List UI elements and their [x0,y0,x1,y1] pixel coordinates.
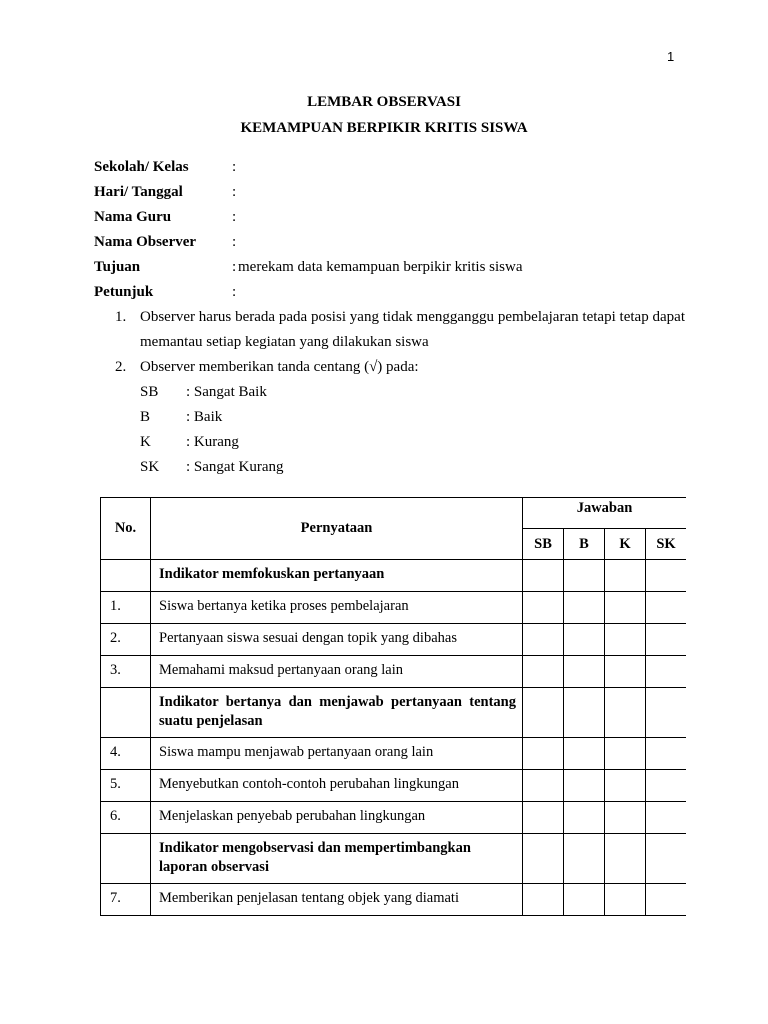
answer-cell-sk[interactable] [646,624,687,656]
answer-cell-b[interactable] [564,560,605,592]
answer-cell-sk[interactable] [646,738,687,770]
field-colon: : [232,184,237,200]
rating-code [140,380,685,405]
table-row [101,592,687,624]
field-hari-tanggal [94,180,523,205]
rating-code [140,405,685,430]
answer-cell-b[interactable] [564,624,605,656]
answer-cell-sb[interactable] [523,656,564,688]
instruction-item [115,305,685,355]
indicator-row [101,560,687,592]
answer-cell-b[interactable] [564,884,605,916]
indicator-text: Indikator bertanya dan menjawab pertanyaan tentang suatu penjelasan [159,694,516,729]
rating-code-key: SB [140,384,159,400]
header-k: K [605,529,646,560]
answer-cell-b[interactable] [564,656,605,688]
indicator-text: Indikator memfokuskan pertanyaan [159,566,385,582]
instruction-number: 2. [115,359,127,375]
header-answer: Jawaban [523,498,687,529]
row-number [101,592,151,624]
table-row [101,656,687,688]
row-number-text: 6. [110,808,121,824]
field-nama-guru [94,205,523,230]
rating-code-desc: : Sangat Baik [186,384,267,400]
table-row [101,884,687,916]
table-row [101,770,687,802]
field-label: Petunjuk [94,284,154,300]
field-colon: : [232,159,237,175]
instruction-text: Observer harus berada pada posisi yang tidak mengganggu pembelajaran tetapi tetap dapat memantau setiap kegiatan yang dilakukan siswa [140,309,685,350]
answer-cell-k[interactable] [605,624,646,656]
answer-cell-sb[interactable] [523,834,564,884]
row-number [101,624,151,656]
answer-cell-k[interactable] [605,656,646,688]
rating-code-desc: : Baik [186,409,223,425]
answer-cell-b[interactable] [564,592,605,624]
table-row [101,802,687,834]
answer-cell-b[interactable] [564,738,605,770]
rating-code-desc: : Sangat Kurang [186,459,284,475]
answer-cell-sk[interactable] [646,770,687,802]
indicator-row [101,688,687,738]
answer-cell-sk[interactable] [646,834,687,884]
answer-cell-b[interactable] [564,688,605,738]
header-sb: SB [523,529,564,560]
rating-code-key: K [140,434,151,450]
answer-cell-b[interactable] [564,834,605,884]
row-number-text: 1. [110,598,121,614]
header-no: No. [101,498,151,560]
row-statement [151,834,523,884]
document-title: LEMBAR OBSERVASI [307,94,461,110]
indicator-text: Indikator mengobservasi dan mempertimbangkan laporan observasi [159,840,471,875]
row-number [101,688,151,738]
answer-cell-sk[interactable] [646,656,687,688]
instruction-list [115,305,685,480]
header-statement: Pernyataan [151,498,523,560]
instruction-text: Observer memberikan tanda centang (√) pada: [140,359,419,375]
answer-cell-sb[interactable] [523,884,564,916]
row-number-text: 7. [110,890,121,906]
row-statement [151,770,523,802]
answer-cell-k[interactable] [605,688,646,738]
field-label: Tujuan [94,259,141,275]
field-label: Nama Guru [94,209,172,225]
answer-cell-k[interactable] [605,738,646,770]
rating-code-key: SK [140,459,160,475]
row-number-text: 5. [110,776,121,792]
answer-cell-sk[interactable] [646,592,687,624]
row-number [101,884,151,916]
field-colon: : [232,209,237,225]
field-label: Nama Observer [94,234,197,250]
rating-code-legend [140,380,685,480]
answer-cell-sk[interactable] [646,802,687,834]
row-number [101,560,151,592]
statement-text: Siswa mampu menjawab pertanyaan orang lain [159,744,434,760]
field-tujuan [94,255,523,280]
instruction-item [115,355,685,380]
answer-cell-sb[interactable] [523,624,564,656]
statement-text: Siswa bertanya ketika proses pembelajaran [159,598,409,614]
row-statement [151,802,523,834]
answer-cell-k[interactable] [605,834,646,884]
observation-table [100,497,686,916]
answer-cell-b[interactable] [564,802,605,834]
statement-text: Pertanyaan siswa sesuai dengan topik yang dibahas [159,630,457,646]
rating-code-key: B [140,409,151,425]
answer-cell-sb[interactable] [523,738,564,770]
instruction-number: 1. [115,309,127,325]
row-number [101,802,151,834]
indicator-row [101,834,687,884]
answer-cell-sb[interactable] [523,560,564,592]
header-sk: SK [646,529,687,560]
answer-cell-k[interactable] [605,560,646,592]
answer-cell-sb[interactable] [523,770,564,802]
answer-cell-sb[interactable] [523,592,564,624]
rating-code [140,455,685,480]
table-row [101,738,687,770]
answer-cell-k[interactable] [605,802,646,834]
row-statement [151,656,523,688]
statement-text: Menyebutkan contoh-contoh perubahan lingkungan [159,776,459,792]
answer-cell-k[interactable] [605,592,646,624]
answer-cell-sk[interactable] [646,560,687,592]
row-statement [151,560,523,592]
row-number [101,770,151,802]
page-number: 1 [667,49,675,64]
field-value: merekam data kemampuan berpikir kritis siswa [238,259,523,275]
statement-text: Memahami maksud pertanyaan orang lain [159,662,404,678]
answer-cell-k[interactable] [605,770,646,802]
row-statement [151,624,523,656]
answer-cell-b[interactable] [564,770,605,802]
field-sekolah-kelas [94,155,523,180]
field-colon: : [232,259,237,275]
field-nama-observer [94,230,523,255]
row-number-text: 3. [110,662,121,678]
field-label: Hari/ Tanggal [94,184,183,200]
row-number [101,738,151,770]
header-b: B [564,529,605,560]
row-number-text: 4. [110,744,121,760]
row-statement [151,592,523,624]
rating-code [140,430,685,455]
row-statement [151,738,523,770]
row-number [101,834,151,884]
identity-fields [94,155,523,305]
row-statement [151,688,523,738]
answer-cell-sk[interactable] [646,884,687,916]
field-colon: : [232,234,237,250]
statement-text: Menjelaskan penyebab perubahan lingkungan [159,808,426,824]
answer-cell-sk[interactable] [646,688,687,738]
statement-text: Memberikan penjelasan tentang objek yang diamati [159,890,459,906]
answer-cell-sb[interactable] [523,802,564,834]
document-subtitle: KEMAMPUAN BERPIKIR KRITIS SISWA [240,120,528,136]
table-row [101,624,687,656]
rating-code-desc: : Kurang [186,434,239,450]
answer-cell-k[interactable] [605,884,646,916]
row-number [101,656,151,688]
row-statement [151,884,523,916]
answer-cell-sb[interactable] [523,688,564,738]
field-petunjuk [94,280,523,305]
row-number-text: 2. [110,630,121,646]
field-colon: : [232,284,237,300]
field-label: Sekolah/ Kelas [94,159,189,175]
